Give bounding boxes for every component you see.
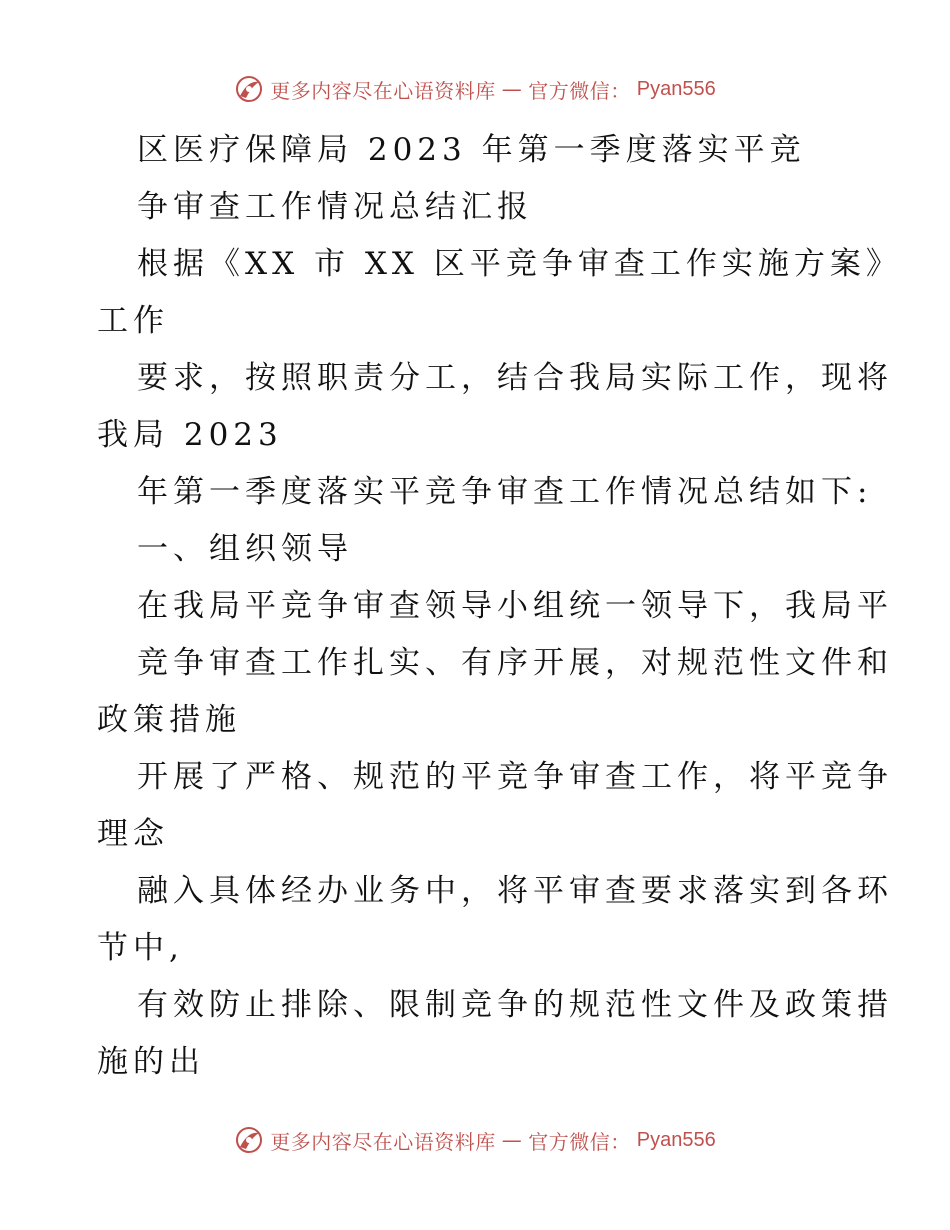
- document-body: [0, 122, 950, 1091]
- paragraph-line: 年第一季度落实平竞争审查工作情况总结如下:: [137, 474, 873, 510]
- site-name: 更多内容尽在心语资料库: [270, 78, 496, 103]
- paragraph-line: 竞争审查工作扎实、有序开展，对规范性文件和: [137, 645, 893, 681]
- banner-dash: —: [501, 77, 523, 101]
- title-line-2: 争审查工作情况总结汇报: [137, 189, 533, 225]
- wechat-handle: Pyan556: [636, 77, 716, 100]
- paragraph-line: 有效防止排除、限制竞争的规范性文件及政策措: [137, 987, 893, 1023]
- paragraph-line: 要求，按照职责分工，结合我局实际工作，现将: [137, 360, 893, 396]
- header-watermark: [0, 74, 950, 104]
- paragraph-line: 我局 2023: [97, 417, 283, 453]
- paragraph-line: 根据《XX 市 XX 区平竞争审查工作实施方案》: [137, 246, 902, 282]
- paragraph-line: 在我局平竞争审查领导小组统一领导下，我局平: [137, 588, 893, 624]
- paragraph-line: 工作: [97, 303, 169, 339]
- wechat-label: 官方微信：: [528, 78, 631, 103]
- site-name: 更多内容尽在心语资料库: [270, 1129, 496, 1154]
- paragraph-line: 政策措施: [97, 702, 241, 738]
- footer-watermark: [0, 1125, 950, 1155]
- pen-logo-icon: [234, 74, 264, 104]
- paragraph-line: 开展了严格、规范的平竞争审查工作，将平竞争: [137, 759, 893, 795]
- title-line-1: 区医疗保障局 2023 年第一季度落实平竞: [137, 132, 806, 168]
- paragraph-line: 理念: [97, 816, 169, 852]
- pen-logo-icon: [234, 1125, 264, 1155]
- paragraph-line: 节中,: [97, 930, 184, 966]
- banner-dash: —: [501, 1128, 523, 1152]
- paragraph-line: 融入具体经办业务中，将平审查要求落实到各环: [137, 873, 893, 909]
- section-heading: 一、组织领导: [137, 531, 353, 567]
- wechat-handle: Pyan556: [636, 1128, 716, 1151]
- wechat-label: 官方微信：: [528, 1129, 631, 1154]
- paragraph-line: 施的出: [97, 1044, 205, 1080]
